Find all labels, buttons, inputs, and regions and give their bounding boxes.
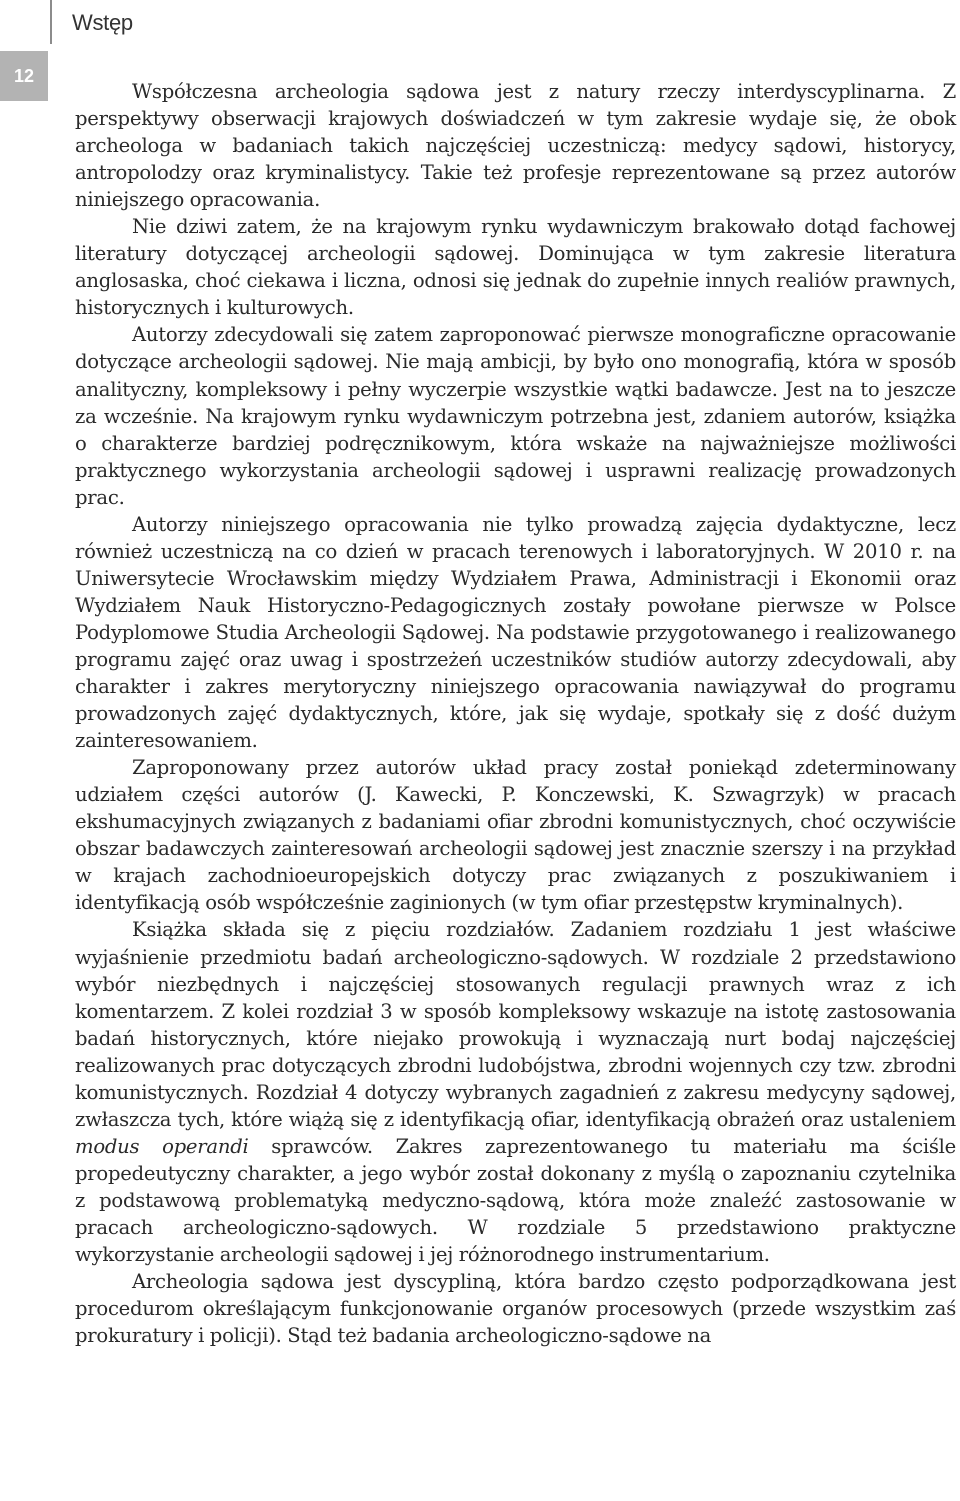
italic-term: modus operandi: [75, 1134, 249, 1158]
paragraph-text: sprawców. Zakres zaprezentowanego tu materiału ma ściśle propedeutyczny charakter, a jego wybór został dokonany z myślą o zapoznaniu czytelnika z podstawową problematyką medyczno-sądową, która może znaleźć zastosowanie w pracach archeologiczno-sądowych. W rozdziale 5 przedstawiono praktyczne wykorzystanie archeologii sądowej i jej różnorodnego instrumentarium.: [75, 1134, 956, 1267]
paragraph: [75, 916, 956, 1268]
paragraph-text: Książka składa się z pięciu rozdziałów. Zadaniem rozdziału 1 jest właściwe wyjaśnienie przedmiotu badań archeologiczno-sądowych. W rozdziale 2 przedstawiono wybór niezbędnych i najczęściej stosowanych regulacji prawnych wraz z ich komentarzem. Z kolei rozdział 3 w sposób kompleksowy wskazuje na istotę zastosowania badań historycznych, które niejako prowokują i wyznaczają nurt bodaj najczęściej realizowanych prac dotyczących zbrodni ludobójstwa, zbrodni wojennych czy tzw. zbrodni komunistycznych. Rozdział 4 dotyczy wybranych zagadnień z zakresu medycyny sądowej, zwłaszcza tych, które wiążą się z identyfikacją ofiar, identyfikacją obrażeń oraz ustaleniem: [75, 918, 956, 1131]
header-divider-line: [50, 0, 52, 44]
paragraph: Archeologia sądowa jest dyscypliną, która bardzo często podporządkowana jest procedurom określającym funkcjonowanie organów procesowych (przede wszystkim zaś prokuratury i policji). Stąd też badania archeologiczno-sądowe na: [75, 1270, 956, 1348]
paragraph: Nie dziwi zatem, że na krajowym rynku wydawniczym brakowało dotąd fachowej literatury dotyczącej archeologii sądowej. Dominująca w tym zakresie literatura anglosaska, choć ciekawa i liczna, odnosi się jednak do zupełnie innych realiów prawnych, historycznych i kulturowych.: [75, 215, 956, 320]
paragraph: Zaproponowany przez autorów układ pracy został poniekąd zdeterminowany udziałem części autorów (J. Kawecki, P. Konczewski, K. Szwagrzyk) w pracach ekshumacyjnych związanych z badaniami ofiar zbrodni komunistycznych, choć oczywiście obszar badawczych zainteresowań archeologii sądowej jest znacznie szerszy i na przykład w krajach zachodnioeuropejskich dotyczy prac związanych z poszukiwaniem i identyfikacją osób współcześnie zaginionych (w tym ofiar przestępstw kryminalnych).: [75, 756, 956, 915]
page-number: 12: [13, 65, 35, 86]
body-text: [75, 78, 956, 1349]
page-number-tab: [0, 51, 48, 101]
paragraph: Autorzy zdecydowali się zatem zaproponować pierwsze monograficzne opracowanie dotyczące archeologii sądowej. Nie mają ambicji, by było ono monografią, która w sposób analityczny, kompleksowy i pełny wyczerpie wszystkie wątki badawcze. Jest na to jeszcze za wcześnie. Na krajowym rynku wydawniczym potrzebna jest, zdaniem autorów, książka o charakterze bardziej podręcznikowym, która wskaże na najważniejsze możliwości praktycznego wykorzystania archeologii sądowej i usprawni realizację prowadzonych prac.: [75, 323, 956, 509]
paragraph: Współczesna archeologia sądowa jest z natury rzeczy interdyscyplinarna. Z perspektywy obserwacji krajowych doświadczeń w tym zakresie wydaje się, że obok archeologa w badaniach takich najczęściej uczestniczą: medycy sądowi, historycy, antropolodzy oraz kryminalistycy. Takie też profesje reprezentowane są przez autorów niniejszego opracowania.: [75, 80, 956, 212]
running-header-section-title: Wstęp: [72, 10, 133, 35]
paragraph: Autorzy niniejszego opracowania nie tylko prowadzą zajęcia dydaktyczne, lecz również uczestniczą na co dzień w pracach terenowych i laboratoryjnych. W 2010 r. na Uniwersytecie Wrocławskim między Wydziałem Prawa, Administracji i Ekonomii oraz Wydziałem Nauk Historyczno-Pedagogicznych zostały powołane pierwsze w Polsce Podyplomowe Studia Archeologii Sądowej. Na podstawie przygotowanego i realizowanego programu zajęć oraz uwag i spostrzeżeń uczestników studiów autorzy zdecydowali, aby charakter i zakres merytoryczny niniejszego opracowania nawiązywał do programu prowadzonych zajęć dydaktycznych, które, jak się wydaje, spotkały się z dość dużym zainteresowaniem.: [75, 512, 956, 753]
